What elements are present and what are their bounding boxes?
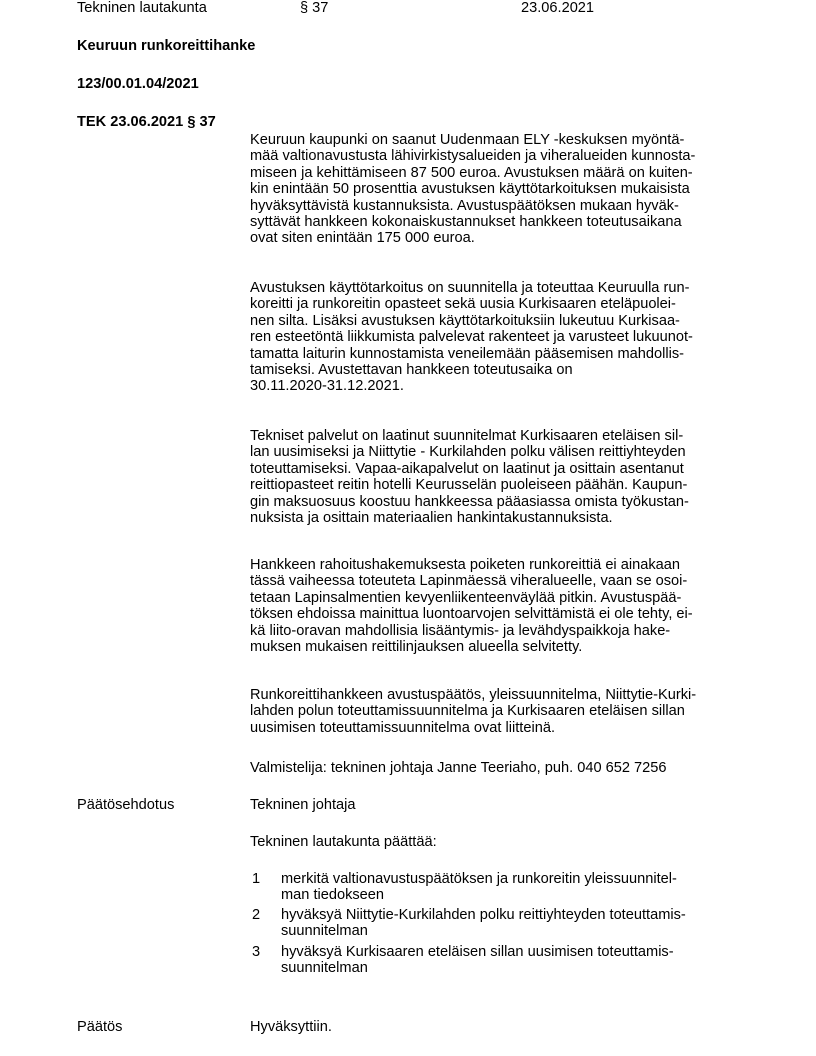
text-line: suunnitelman [281,923,368,940]
text-line: nen silta. Lisäksi avustuksen käyttötarkoituksiin lukeutuu Kurkisaa- [250,312,680,329]
text-line: nuksista ja osittain materiaalien hankintakustannuksista. [250,510,613,527]
text-line: tamatta laiturin kunnostamista veneilemään pääsemisen mahdollis- [250,345,684,362]
header-body-name: Tekninen lautakunta [77,0,207,16]
text-line: uusimisen toteuttamissuunnitelma ovat liitteinä. [250,719,556,736]
paragraph-preparer [250,760,750,776]
proposal-role: Tekninen johtaja [250,797,356,813]
decision-text: Hyväksyttiin. [250,1019,332,1035]
paragraph-route-changes [250,557,750,655]
text-line: hyväksyä Niittytie-Kurkilahden polku reittiyhteyden toteuttamis- [281,907,686,923]
text-line: Hankkeen rahoitushakemuksesta poiketen runkoreittiä ei ainakaan [250,557,680,573]
text-line: syttävät hankkeen kokonaiskustannukset hankkeen toteutusaikana [250,214,682,231]
text-line: suunnitelman [281,960,368,977]
paragraph-plans [250,428,750,526]
text-line: 30.11.2020-31.12.2021. [250,378,404,395]
text-line: Avustuksen käyttötarkoitus on suunnitella ja toteuttaa Keuruulla run- [250,280,690,296]
proposal-intro: Tekninen lautakunta päättää: [250,834,437,850]
text-line: gin maksuosuus koostuu hankkeessa pääasiassa omista työkustan- [250,493,689,510]
text-line: kä liito-oravan mahdollisia lisääntymis- ja levähdyspaikkoja hake- [250,622,671,639]
text-line: ren esteetöntä liikkumista palvelevat rakenteet ja varusteet lukuunot- [250,329,693,346]
text-line: tetaan Lapinsalmentien kevyenliikenteenväylää pitkin. Avustuspää- [250,589,682,606]
header-section-number: § 37 [300,0,329,16]
item-number: 2 [252,907,261,923]
item-text [281,871,751,904]
text-line: ovat siten enintään 175 000 euroa. [250,230,475,247]
text-line: merkitä valtionavustuspäätöksen ja runkoreitin yleissuunnitel- [281,871,677,887]
header-date: 23.06.2021 [521,0,595,16]
item-text [281,944,751,977]
text-line: Tekniset palvelut on laatinut suunnitelmat Kurkisaaren eteläisen sil- [250,428,684,444]
text-line: toteuttamiseksi. Vapaa-aikapalvelut on laatinut ja osittain asentanut [250,460,684,477]
paragraph-attachments [250,687,750,736]
text-line: hyväksyttävistä kustannuksista. Avustuspäätöksen mukaan hyväk- [250,197,679,214]
text-line: Runkoreittihankkeen avustuspäätös, yleissuunnitelma, Niittytie-Kurki- [250,687,697,703]
text-line: Keuruun kaupunki on saanut Uudenmaan ELY -keskuksen myöntä- [250,132,685,148]
text-line: reittiopasteet reitin hotelli Keurusselän puoleiseen päähän. Kaupun- [250,477,688,494]
meeting-reference: TEK 23.06.2021 § 37 [77,114,216,130]
text-line: tässä vaiheessa toteuteta Lapinmäessä viheralueelle, vaan se osoi- [250,573,688,590]
text-line: hyväksyä Kurkisaaren eteläisen sillan uusimisen toteuttamis- [281,944,674,960]
document-title: Keuruun runkoreittihanke [77,38,256,54]
text-line: man tiedokseen [281,887,385,904]
item-text [281,907,751,940]
paragraph-grant [250,132,750,247]
text-line: lan uusimiseksi ja Niittytie - Kurkilahden polku välisen reittiyhteyden [250,444,686,461]
text-line: koreitti ja runkoreitin opasteet sekä uusia Kurkisaaren eteläpuolei- [250,296,676,313]
item-number: 3 [252,944,261,960]
text-line: Valmistelija: tekninen johtaja Janne Teeriaho, puh. 040 652 7256 [250,760,667,776]
decision-label: Päätös [77,1019,123,1035]
text-line: töksen ehdoissa mainittua luontoarvojen selvittämistä ei ole tehty, ei- [250,606,693,623]
text-line: mää valtionavustusta lähivirkistysalueiden ja viheralueiden kunnosta- [250,148,696,165]
text-line: tamiseksi. Avustettavan hankkeen toteutusaika on [250,362,573,379]
text-line: lahden polun toteuttamissuunnitelma ja Kurkisaaren eteläisen sillan [250,703,685,720]
document-reference-number: 123/00.01.04/2021 [77,76,199,92]
text-line: kin enintään 50 prosenttia avustuksen käyttötarkoituksen mukaisista [250,181,690,198]
paragraph-purpose [250,280,750,395]
text-line: muksen mukaisen reittilinjauksen alueella selvitetty. [250,639,583,656]
item-number: 1 [252,871,261,887]
text-line: miseen ja kehittämiseen 87 500 euroa. Avustuksen määrä on kuiten- [250,164,693,181]
proposal-label: Päätösehdotus [77,797,175,813]
